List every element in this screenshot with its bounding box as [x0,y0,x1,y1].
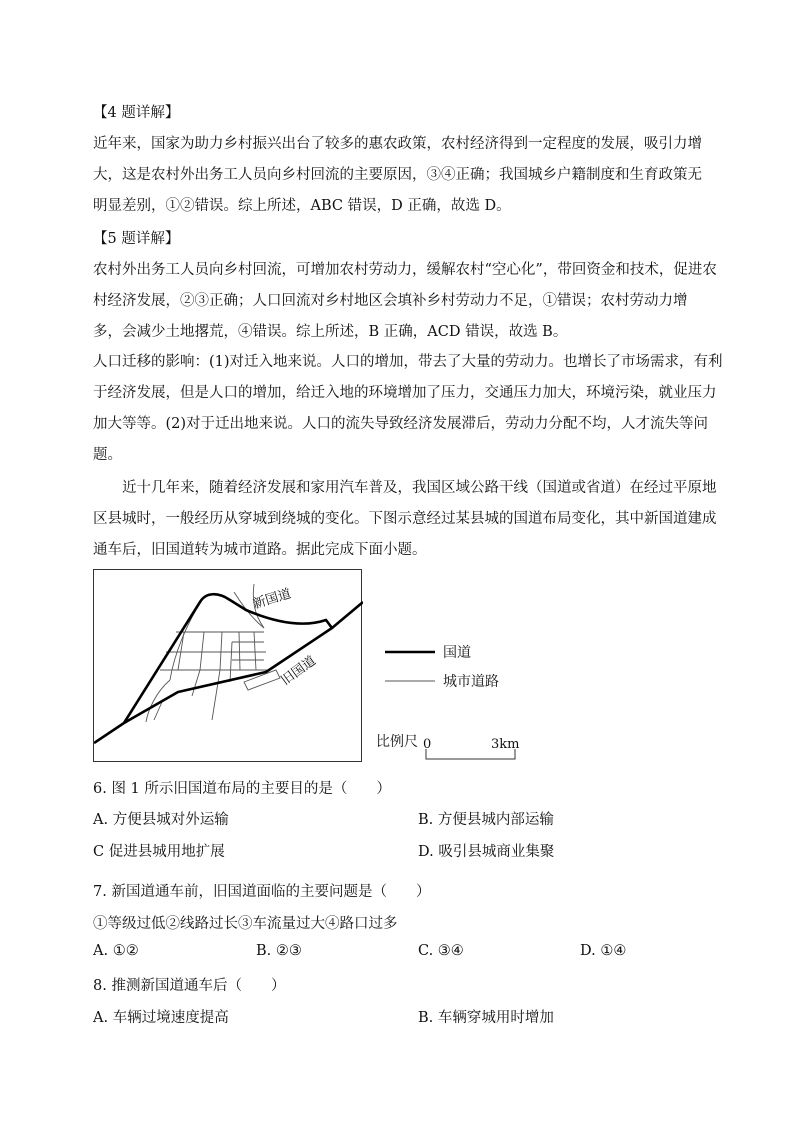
old-road-label: 旧国道 [278,653,319,689]
new-road-label: 新国道 [251,586,293,613]
legend-national-label: 国道 [443,645,471,661]
road-map-figure [93,569,362,762]
q5-line-3: 多，会减少土地撂荒，④错误。综上所述，B 正确，ACD 错误，故选 B。 [93,324,568,340]
q5-line-4: 人口迁移的影响：(1)对迁入地来说。人口的增加，带去了大量的劳动力。也增长了市场需求，有利 [93,354,723,370]
old-national-road [94,602,363,743]
q5-line-6: 加大等等。(2)对于迁出地来说。人口的流失导致经济发展滞后，劳动力分配不均，人才流失等问 [93,416,709,432]
q4-line-2: 大，这是农村外出务工人员向乡村回流的主要原因，③④正确；我国城乡户籍制度和生育政策无 [93,167,702,183]
legend-city-label: 城市道路 [443,674,499,690]
q5-line-5: 于经济发展，但是人口的增加，给迁入地的环境增加了压力，交通压力加大，环境污染，就业压力 [93,385,717,401]
intro-line-3: 通车后，旧国道转为城市道路。据此完成下面小题。 [93,542,427,558]
road-map-svg [94,570,363,763]
legend-city-line [385,678,435,684]
q5-line-2: 村经济发展，②③正确；人口回流对乡村地区会填补乡村劳动力不足，①错误；农村劳动力增 [93,293,688,309]
national-roads [94,594,363,743]
q4-line-3: 明显差别，①②错误。综上所述，ABC 错误，D 正确，故选 D。 [93,198,511,214]
q5-line-7: 题。 [93,447,122,463]
q7-option-b: B. ②③ [256,943,302,959]
q6-option-b: B. 方便县城内部运输 [418,812,554,828]
q6-option-c: C 促进县城用地扩展 [93,844,225,860]
q4-header: 【4 题详解】 [93,105,180,121]
q7-option-d: D. ①④ [580,943,627,959]
scale-max: 3km [491,737,520,752]
q7-option-a: A. ①② [93,943,139,959]
intro-line-2: 区县城时，一般经历从穿城到绕城的变化。下图示意经过某县城的国道布局变化，其中新国道建成 [93,511,717,527]
q7-option-c: C. ③④ [418,943,464,959]
q8-option-a: A. 车辆过境速度提高 [93,1010,229,1026]
scale-zero: 0 [423,737,432,752]
intro-line-1: 近十几年来，随着经济发展和家用汽车普及，我国区域公路干线（国道或省道）在经过平原地 [122,480,717,496]
q5-line-1: 农村外出务工人员向乡村回流，可增加农村劳动力，缓解农村“空心化”，带回资金和技术，促进农 [93,262,717,278]
q8-option-b: B. 车辆穿城用时增加 [418,1010,554,1026]
scale-bar [425,749,517,761]
q7-stem: 7. 新国道通车前，旧国道面临的主要问题是（ ） [93,884,431,900]
q4-line-1: 近年来，国家为助力乡村振兴出台了较多的惠农政策，农村经济得到一定程度的发展，吸引力增 [93,136,702,152]
q5-header: 【5 题详解】 [93,231,180,247]
scale-label: 比例尺 [376,734,418,750]
q6-stem: 6. 图 1 所示旧国道布局的主要目的是（ ） [93,781,391,797]
q8-stem: 8. 推测新国道通车后（ ） [93,978,286,994]
q7-items: ①等级过低②线路过长③车流量过大④路口过多 [93,916,398,932]
legend-national-line [385,649,435,655]
q6-option-a: A. 方便县城对外运输 [93,812,229,828]
q6-option-d: D. 吸引县城商业集聚 [418,844,555,860]
